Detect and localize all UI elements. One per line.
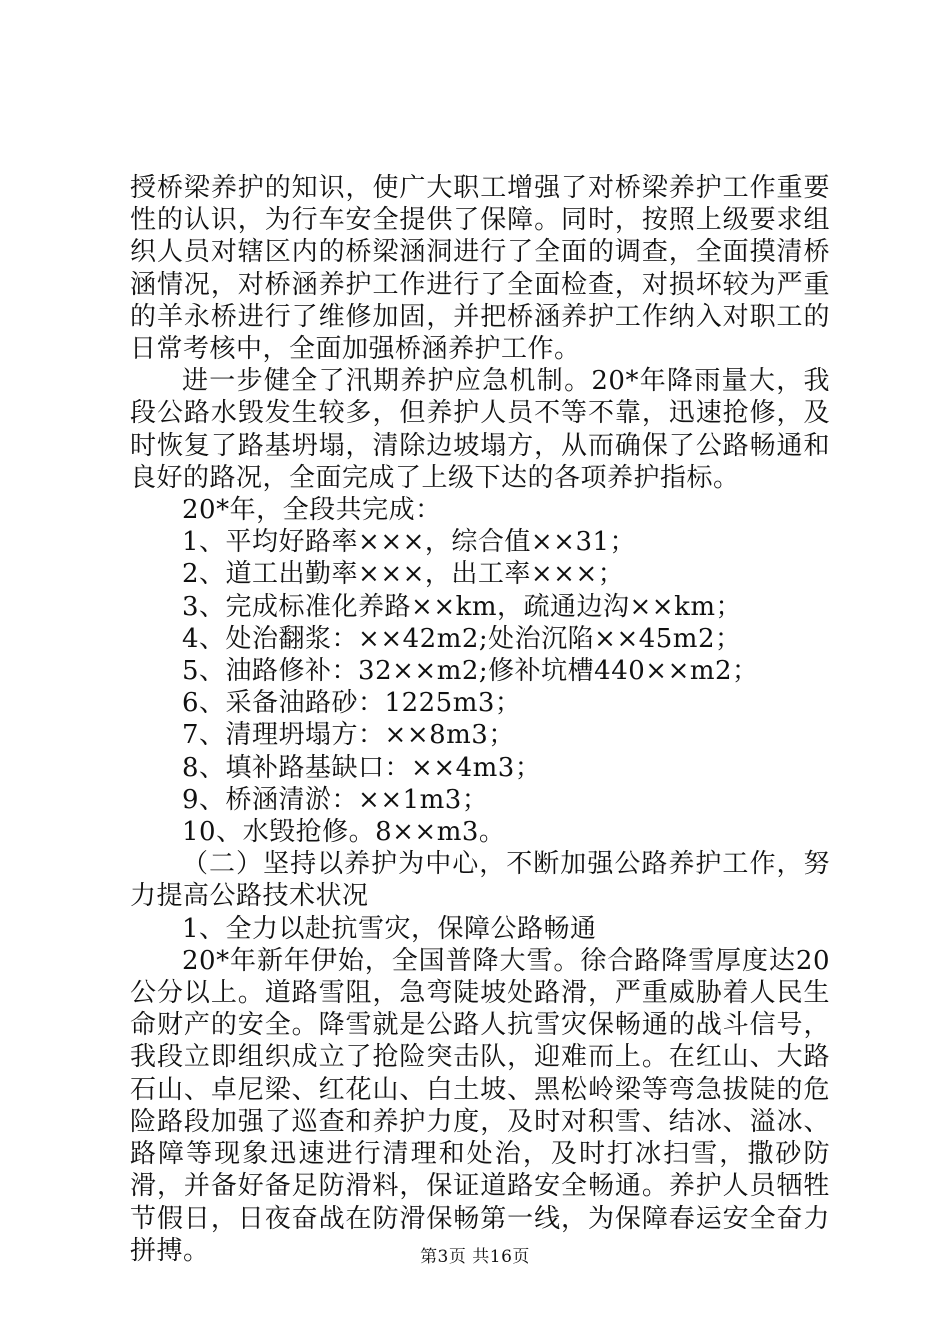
page-number: 第3页 共16页 — [420, 1247, 530, 1267]
list-item: 4、处治翻浆：××42m2;处治沉陷××45m2； — [182, 623, 742, 654]
list-item: 10、水毁抢修。8××m3。 — [182, 817, 506, 848]
paragraph-snow-disaster: 20*年新年伊始，全国普降大雪。徐合路降雪厚度达20公分以上。道路雪阻，急弯陡坡处路滑，严重威胁着人民生命财产的安全。降雪就是公路人抗雪灾保畅通的战斗信号，我段立即组织成立了抢险突击队，迎难而上。在红山、大路石山、卓尼梁、红花山、白土坡、黑松岭梁等弯急拔陡的危险路段加强了巡查和养护力度，及时对积雪、结冰、溢冰、路障等现象迅速进行清理和处治，及时打冰扫雪，撒砂防滑，并备好备足防滑料，保证道路安全畅通。养护人员牺牲节假日，日夜奋战在防滑保畅第一线，为保障春运安全奋力拼搏。 — [130, 945, 830, 1266]
list-item: 5、油路修补：32××m2;修补坑槽440××m2； — [182, 656, 759, 687]
list-item: 3、完成标准化养路××km，疏通边沟××km； — [182, 591, 743, 622]
list-item: 8、填补路基缺口：××4m3； — [182, 752, 542, 783]
list-item: 2、道工出勤率×××，出工率×××； — [182, 559, 625, 590]
list-item: 7、清理坍塌方：××8m3； — [182, 720, 515, 751]
subsection-heading: 1、全力以赴抗雪灾，保障公路畅通 — [182, 913, 597, 944]
section-heading: （二）坚持以养护为中心，不断加强公路养护工作，努力提高公路技术状况 — [130, 849, 830, 912]
paragraph-bridge-maintenance: 授桥梁养护的知识，使广大职工增强了对桥梁养护工作重要性的认识，为行车安全提供了保障。同时，按照上级要求组织人员对辖区内的桥梁涵洞进行了全面的调查，全面摸清桥涵情况，对桥涵养护工作进行了全面检查，对损坏较为严重的羊永桥进行了维修加固，并把桥涵养护工作纳入对职工的日常考核中，全面加强桥涵养护工作。 — [130, 173, 830, 365]
paragraph-annual-summary: 20*年，全段共完成： — [182, 495, 442, 526]
list-item: 9、桥涵清淤：××1m3； — [182, 784, 489, 815]
paragraph-flood-emergency: 进一步健全了汛期养护应急机制。20*年降雨量大，我段公路水毁发生较多，但养护人员不等不靠，迅速抢修，及时恢复了路基坍塌，清除边坡塌方，从而确保了公路畅通和良好的路况，全面完成了上级下达的各项养护指标。 — [130, 366, 830, 493]
list-item: 6、采备油路砂：1225m3； — [182, 688, 522, 719]
list-item: 1、平均好路率×××，综合值××31； — [182, 527, 637, 558]
document-body — [130, 172, 830, 1267]
